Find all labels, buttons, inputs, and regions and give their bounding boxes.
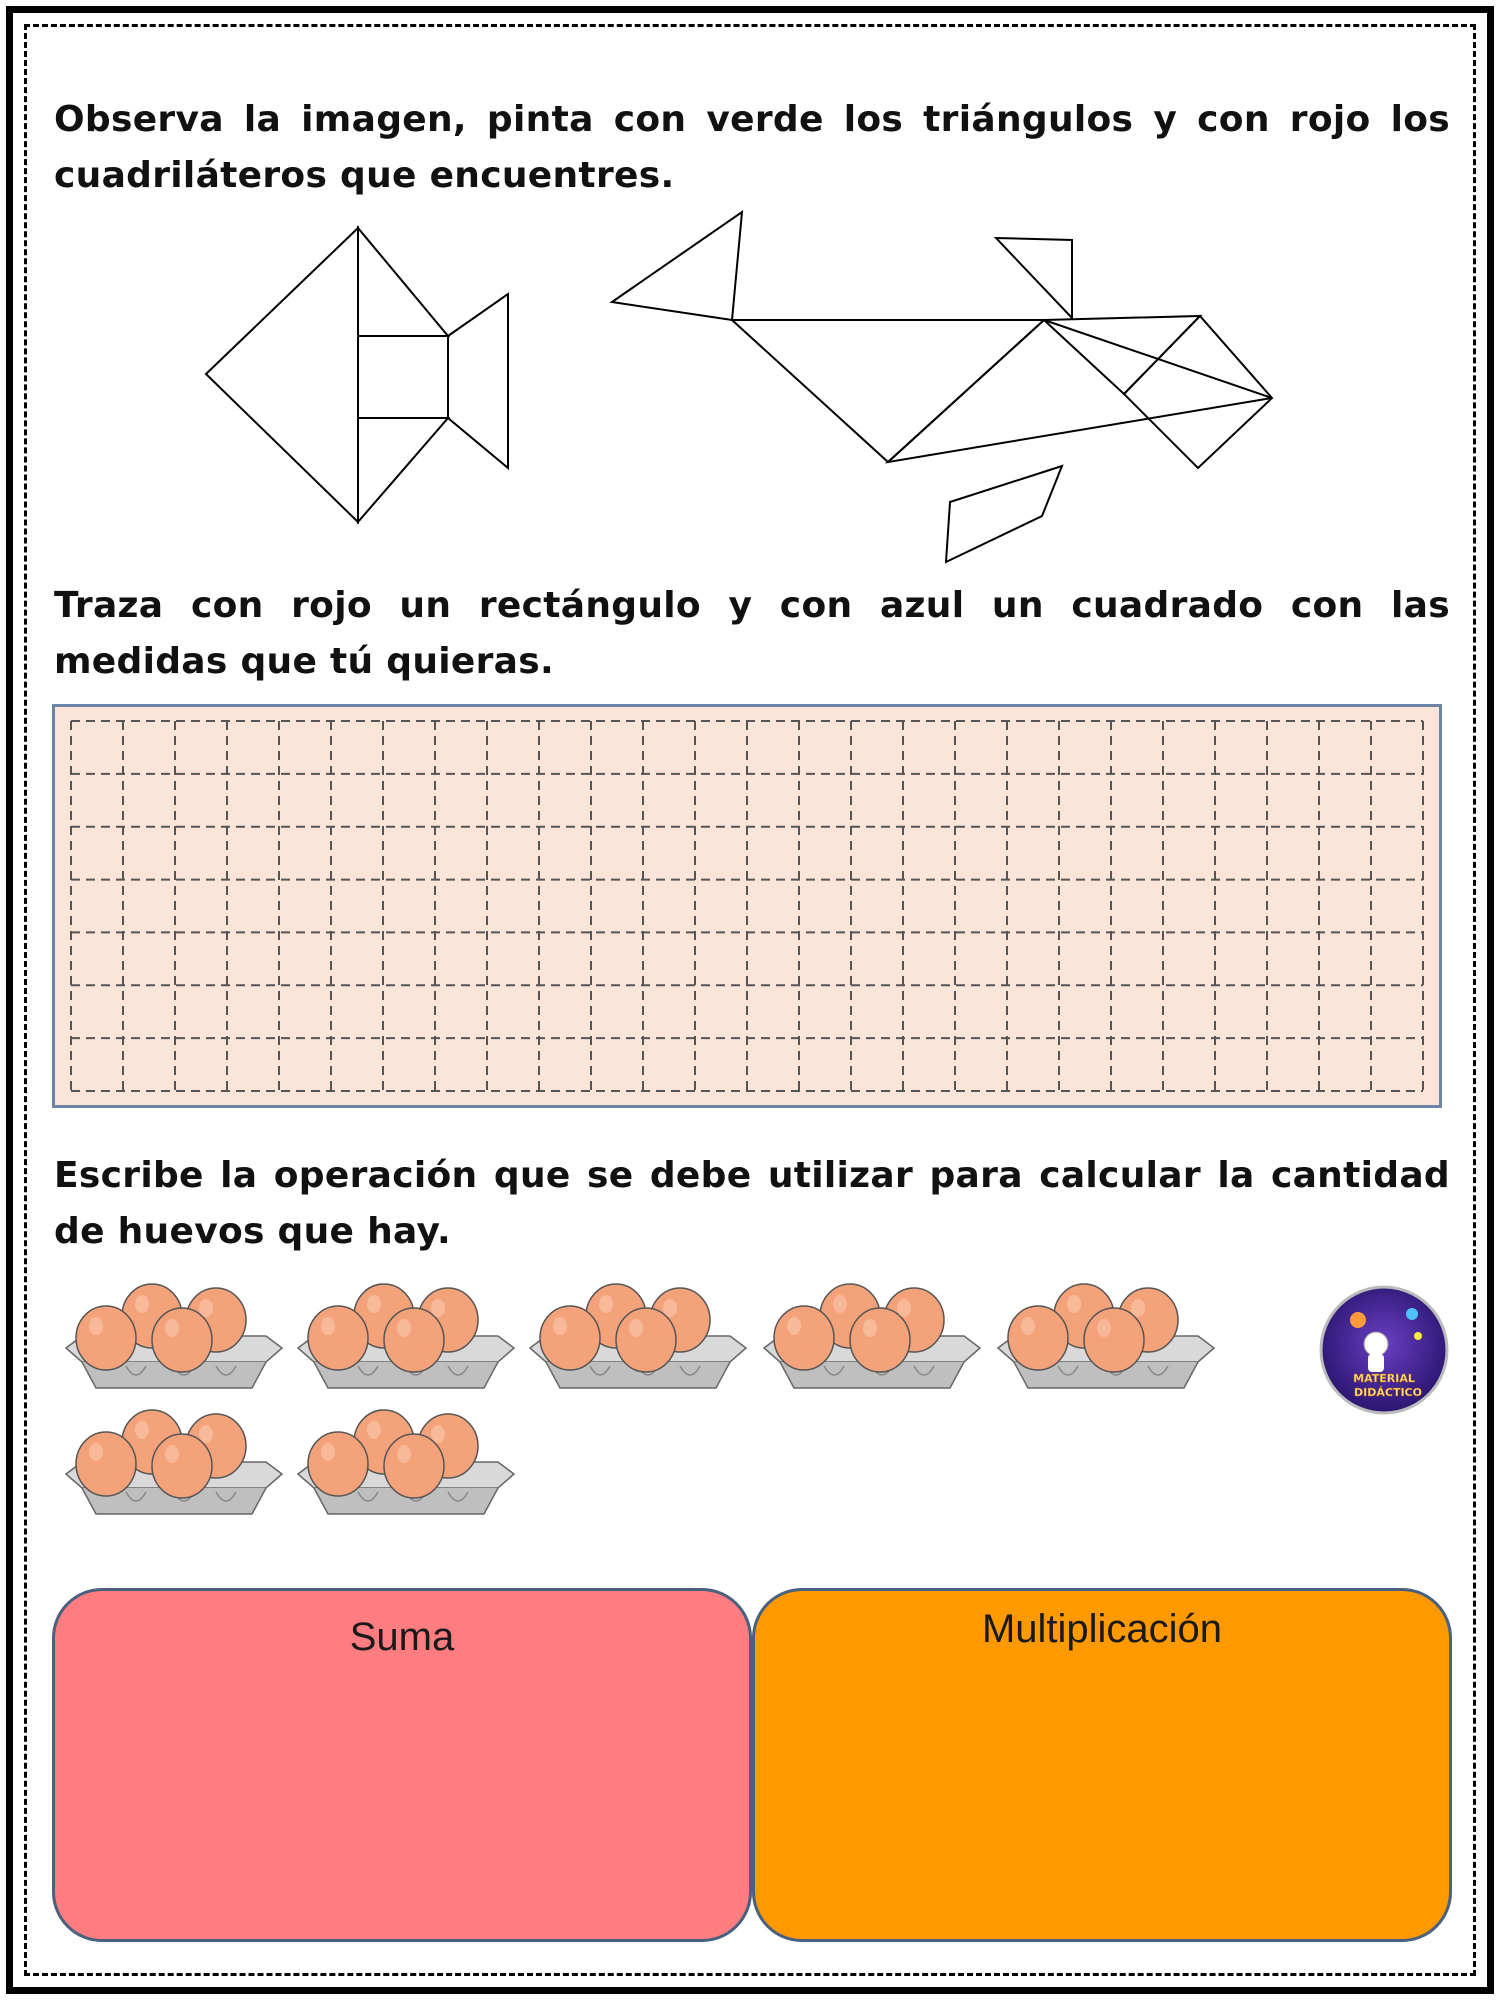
logo-line2: DIDÁCTICO (1354, 1386, 1422, 1399)
egg-carton (66, 1284, 282, 1388)
egg (616, 1308, 676, 1372)
logo-line1: MATERIAL (1353, 1372, 1415, 1385)
egg (1008, 1306, 1068, 1370)
egg-carton (530, 1284, 746, 1388)
egg (152, 1308, 212, 1372)
instruction-trace: Traza con rojo un rectángulo y con azul un cuadrado con las medidas que tú quieras. (54, 585, 1450, 682)
egg (76, 1306, 136, 1370)
egg (152, 1434, 212, 1498)
egg (76, 1432, 136, 1496)
egg-carton (66, 1410, 282, 1514)
egg-carton (298, 1284, 514, 1388)
instruction-shapes: Observa la imagen, pinta con verde los triángulos y con rojo los cuadriláteros que encuentres. (54, 99, 1450, 196)
material-didactico-logo (1318, 1284, 1450, 1416)
egg-carton (764, 1284, 980, 1388)
egg-carton (998, 1284, 1214, 1388)
egg (540, 1306, 600, 1370)
answer-box-suma[interactable] (52, 1588, 752, 1942)
instruction-eggs: Escribe la operación que se debe utilizar para calcular la cantidad de huevos que hay. (54, 1155, 1450, 1252)
answer-box-multiplicacion-label: Multiplicación (981, 1607, 1223, 1651)
egg (308, 1432, 368, 1496)
egg (850, 1308, 910, 1372)
egg (308, 1306, 368, 1370)
egg (384, 1308, 444, 1372)
egg (384, 1434, 444, 1498)
egg (774, 1306, 834, 1370)
answer-box-multiplicacion[interactable] (752, 1588, 1452, 1942)
egg-carton (298, 1410, 514, 1514)
answer-box-suma-label: Suma (349, 1615, 455, 1659)
egg (1084, 1308, 1144, 1372)
